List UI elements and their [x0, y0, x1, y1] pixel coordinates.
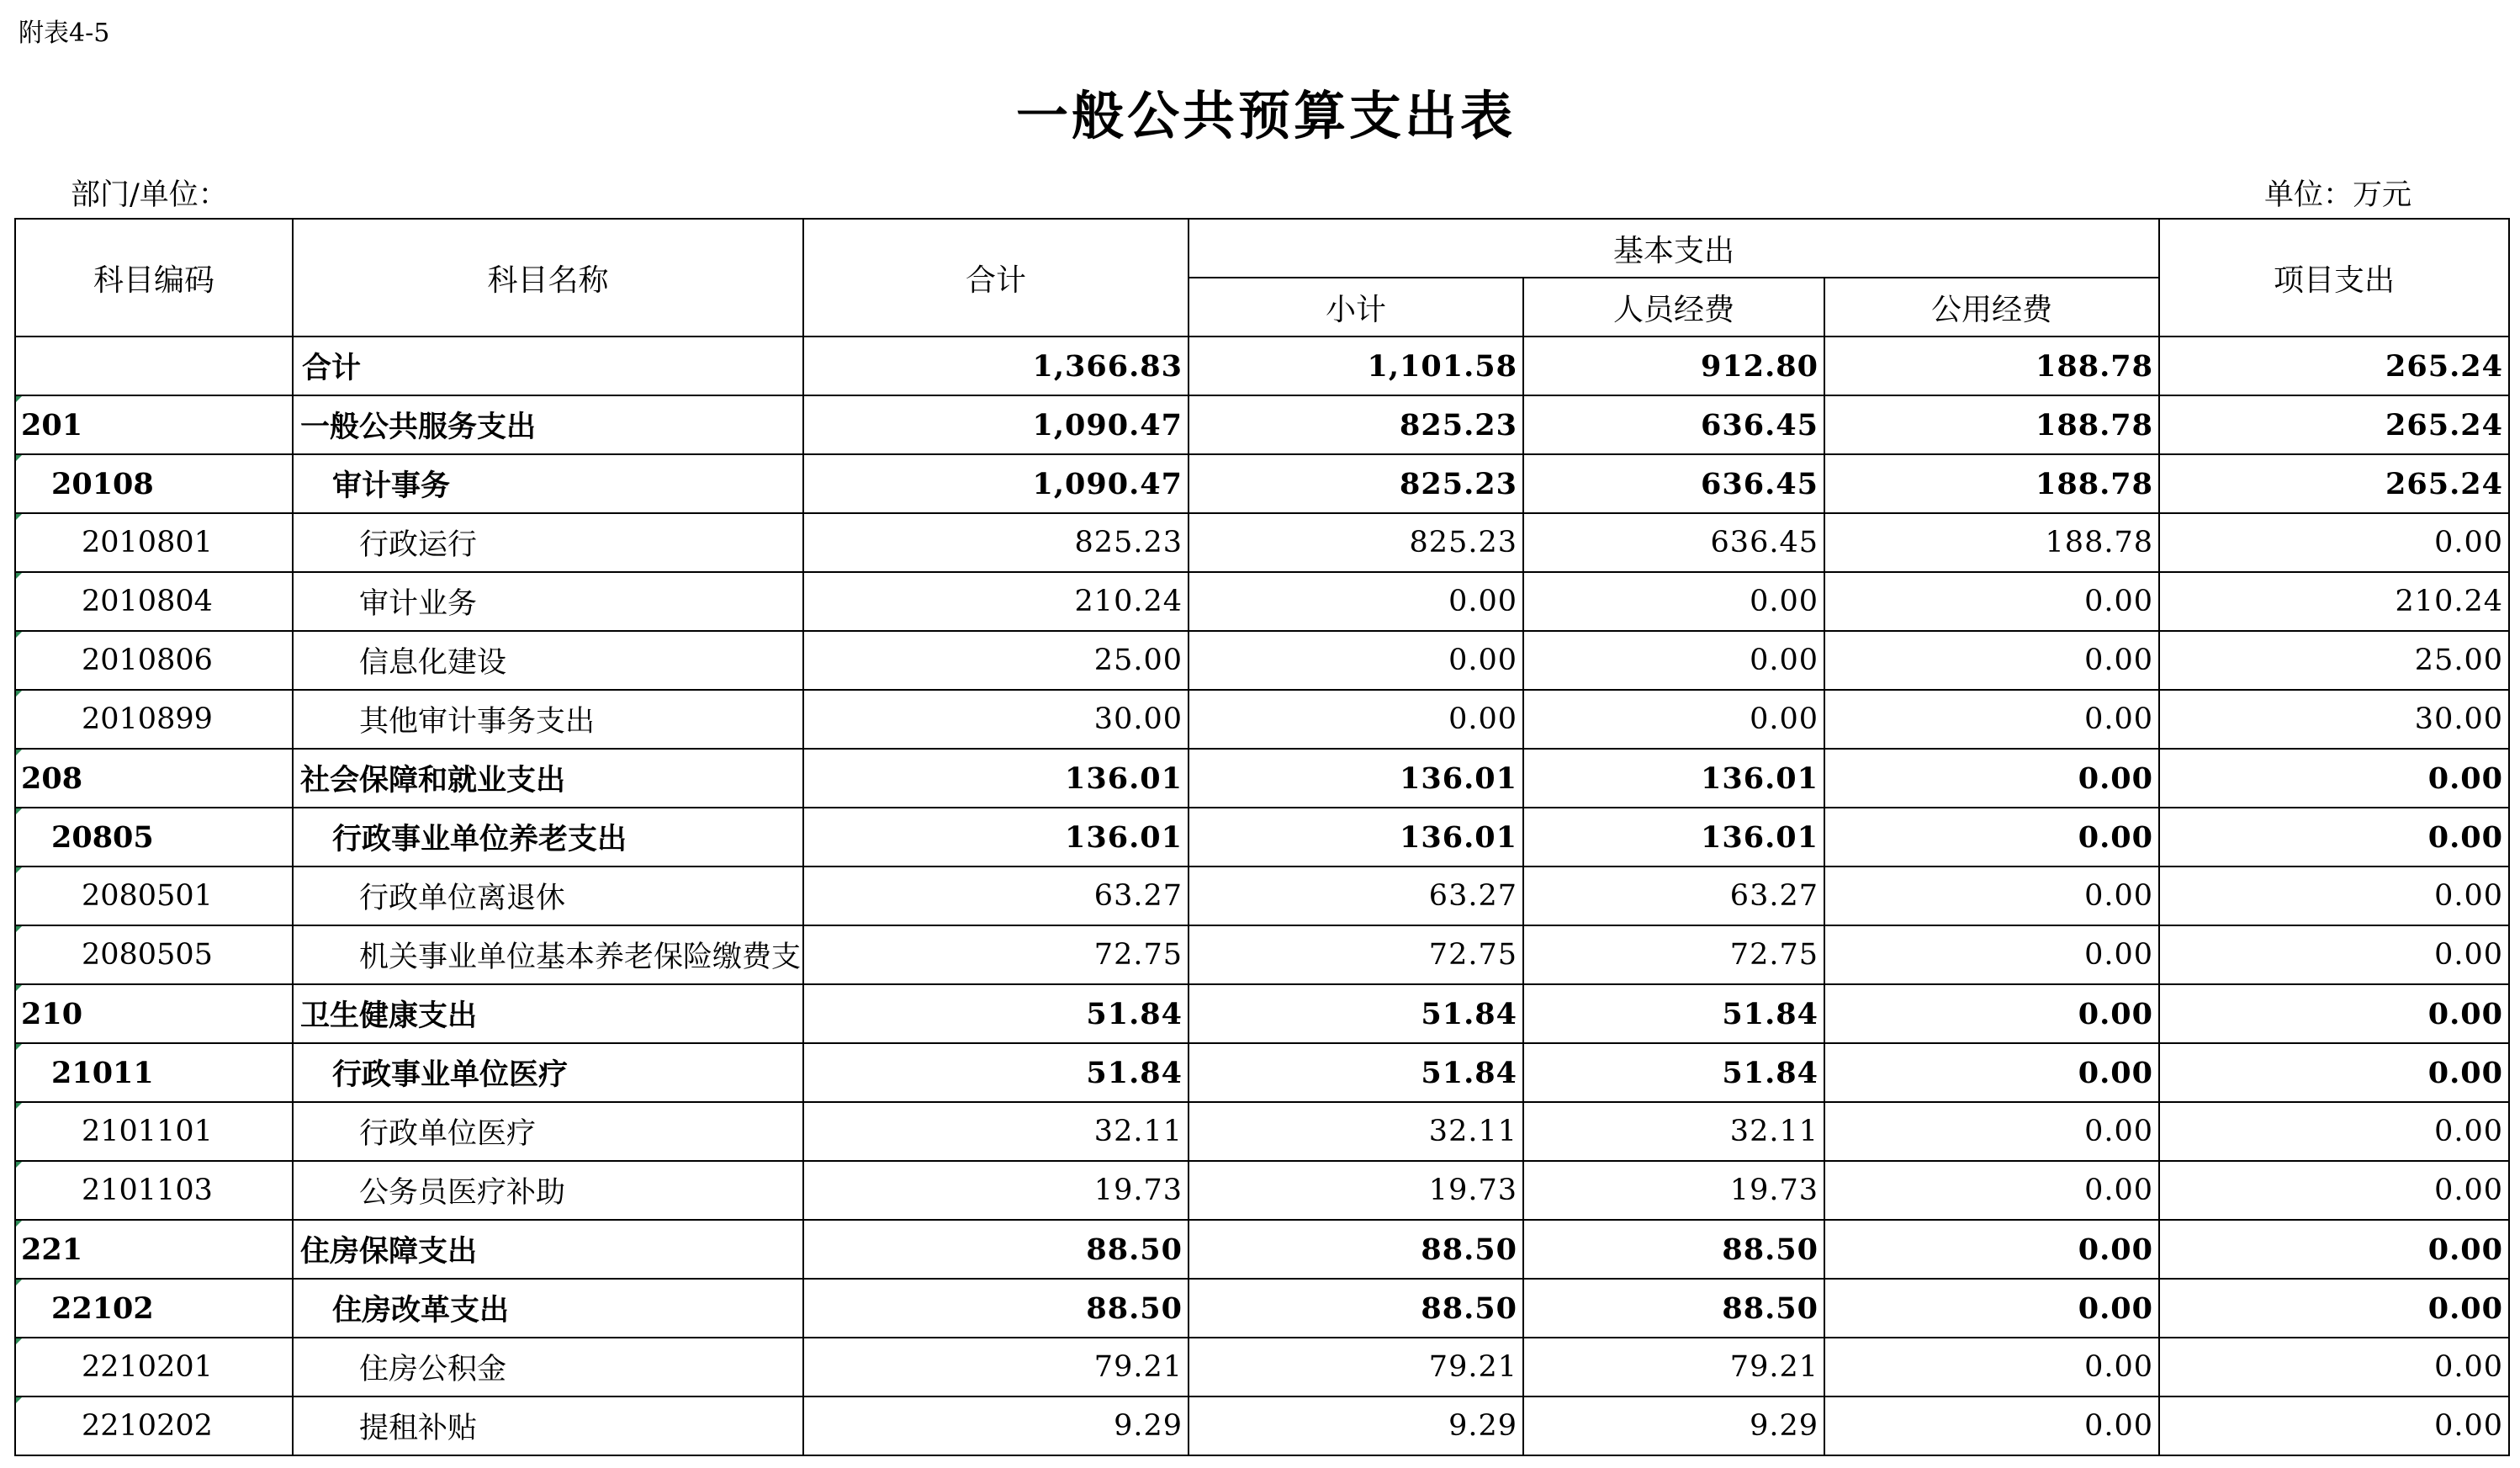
cell-total: 88.50: [803, 1220, 1189, 1279]
cell-project: 0.00: [2159, 1102, 2509, 1161]
cell-total: 63.27: [803, 866, 1189, 925]
cell-public: 0.00: [1824, 1338, 2159, 1396]
cell-total: 1,090.47: [803, 395, 1189, 454]
cell-total: 32.11: [803, 1102, 1189, 1161]
cell-public: 0.00: [1824, 749, 2159, 808]
cell-code: [15, 337, 293, 395]
cell-name: 其他审计事务支出: [293, 690, 803, 749]
cell-project: 30.00: [2159, 690, 2509, 749]
cell-personnel: 32.11: [1523, 1102, 1824, 1161]
header-subtotal: 小计: [1189, 278, 1523, 337]
table-row: [15, 925, 2509, 984]
cell-name: 行政事业单位医疗: [293, 1043, 803, 1102]
cell-public: 0.00: [1824, 1279, 2159, 1338]
table-row: [15, 1102, 2509, 1161]
cell-total: 79.21: [803, 1338, 1189, 1396]
cell-code: 2210202: [15, 1396, 293, 1455]
cell-project: 0.00: [2159, 925, 2509, 984]
cell-name: 社会保障和就业支出: [293, 749, 803, 808]
cell-code: 201: [15, 395, 293, 454]
cell-total: 210.24: [803, 572, 1189, 631]
cell-personnel: 88.50: [1523, 1279, 1824, 1338]
cell-name: 行政运行: [293, 513, 803, 572]
cell-public: 0.00: [1824, 866, 2159, 925]
cell-public: 188.78: [1824, 513, 2159, 572]
cell-public: 188.78: [1824, 337, 2159, 395]
cell-total: 9.29: [803, 1396, 1189, 1455]
cell-public: 188.78: [1824, 395, 2159, 454]
cell-subtotal: 32.11: [1189, 1102, 1523, 1161]
cell-personnel: 0.00: [1523, 631, 1824, 690]
cell-public: 0.00: [1824, 1102, 2159, 1161]
cell-personnel: 912.80: [1523, 337, 1824, 395]
attachment-label: 附表4-5: [19, 19, 110, 48]
budget-table: [14, 218, 2510, 1456]
cell-code: 210: [15, 984, 293, 1043]
table-row: [15, 1279, 2509, 1338]
cell-subtotal: 825.23: [1189, 395, 1523, 454]
cell-project: 0.00: [2159, 749, 2509, 808]
cell-total: 19.73: [803, 1161, 1189, 1220]
table-row: [15, 1338, 2509, 1396]
cell-code: 22102: [15, 1279, 293, 1338]
cell-total: 136.01: [803, 808, 1189, 866]
cell-code: 2080505: [15, 925, 293, 984]
cell-name: 一般公共服务支出: [293, 395, 803, 454]
header-public: 公用经费: [1824, 278, 2159, 337]
cell-subtotal: 9.29: [1189, 1396, 1523, 1455]
cell-personnel: 63.27: [1523, 866, 1824, 925]
cell-name: 行政事业单位养老支出: [293, 808, 803, 866]
cell-project: 0.00: [2159, 1043, 2509, 1102]
cell-total: 72.75: [803, 925, 1189, 984]
cell-subtotal: 72.75: [1189, 925, 1523, 984]
cell-personnel: 136.01: [1523, 808, 1824, 866]
cell-public: 0.00: [1824, 925, 2159, 984]
cell-name: 审计业务: [293, 572, 803, 631]
cell-public: 0.00: [1824, 808, 2159, 866]
cell-public: 0.00: [1824, 1220, 2159, 1279]
cell-public: 0.00: [1824, 1396, 2159, 1455]
table-row: [15, 808, 2509, 866]
table-row: [15, 337, 2509, 395]
table-row: [15, 749, 2509, 808]
cell-project: 265.24: [2159, 395, 2509, 454]
cell-subtotal: 88.50: [1189, 1220, 1523, 1279]
cell-total: 825.23: [803, 513, 1189, 572]
cell-name: 卫生健康支出: [293, 984, 803, 1043]
cell-project: 0.00: [2159, 1338, 2509, 1396]
cell-project: 0.00: [2159, 1279, 2509, 1338]
table-row: [15, 1161, 2509, 1220]
cell-total: 30.00: [803, 690, 1189, 749]
cell-subtotal: 0.00: [1189, 572, 1523, 631]
cell-code: 20805: [15, 808, 293, 866]
table-body: [15, 337, 2509, 1455]
cell-total: 51.84: [803, 984, 1189, 1043]
cell-code: 20108: [15, 454, 293, 513]
header-basic: 基本支出: [1189, 219, 2159, 278]
cell-code: 2010806: [15, 631, 293, 690]
cell-public: 0.00: [1824, 572, 2159, 631]
cell-total: 1,366.83: [803, 337, 1189, 395]
cell-personnel: 136.01: [1523, 749, 1824, 808]
cell-personnel: 51.84: [1523, 1043, 1824, 1102]
cell-project: 0.00: [2159, 984, 2509, 1043]
cell-name: 行政单位医疗: [293, 1102, 803, 1161]
cell-name: 机关事业单位基本养老保险缴费支: [293, 925, 803, 984]
cell-code: 208: [15, 749, 293, 808]
cell-personnel: 636.45: [1523, 513, 1824, 572]
cell-public: 188.78: [1824, 454, 2159, 513]
cell-personnel: 19.73: [1523, 1161, 1824, 1220]
cell-code: 2010804: [15, 572, 293, 631]
cell-name: 提租补贴: [293, 1396, 803, 1455]
cell-code: 2101101: [15, 1102, 293, 1161]
cell-code: 2010801: [15, 513, 293, 572]
cell-total: 1,090.47: [803, 454, 1189, 513]
cell-code: 2210201: [15, 1338, 293, 1396]
cell-subtotal: 19.73: [1189, 1161, 1523, 1220]
header-code: 科目编码: [15, 219, 293, 337]
cell-subtotal: 136.01: [1189, 808, 1523, 866]
cell-subtotal: 0.00: [1189, 690, 1523, 749]
cell-public: 0.00: [1824, 1161, 2159, 1220]
cell-personnel: 636.45: [1523, 395, 1824, 454]
header-personnel: 人员经费: [1523, 278, 1824, 337]
cell-total: 136.01: [803, 749, 1189, 808]
cell-subtotal: 88.50: [1189, 1279, 1523, 1338]
cell-personnel: 0.00: [1523, 572, 1824, 631]
cell-code: 2010899: [15, 690, 293, 749]
cell-public: 0.00: [1824, 984, 2159, 1043]
department-label: 部门/单位：: [71, 178, 228, 212]
cell-subtotal: 79.21: [1189, 1338, 1523, 1396]
table-row: [15, 1043, 2509, 1102]
cell-personnel: 0.00: [1523, 690, 1824, 749]
cell-personnel: 79.21: [1523, 1338, 1824, 1396]
cell-name: 住房改革支出: [293, 1279, 803, 1338]
cell-name: 信息化建设: [293, 631, 803, 690]
header-total: 合计: [803, 219, 1189, 337]
table-row: [15, 454, 2509, 513]
cell-project: 265.24: [2159, 454, 2509, 513]
table-row: [15, 866, 2509, 925]
cell-project: 0.00: [2159, 1396, 2509, 1455]
cell-name: 住房公积金: [293, 1338, 803, 1396]
cell-code: 2080501: [15, 866, 293, 925]
table-row: [15, 1220, 2509, 1279]
table-row: [15, 631, 2509, 690]
cell-public: 0.00: [1824, 1043, 2159, 1102]
cell-subtotal: 51.84: [1189, 984, 1523, 1043]
cell-project: 0.00: [2159, 513, 2509, 572]
unit-label: 单位：万元: [2264, 178, 2412, 212]
cell-project: 0.00: [2159, 866, 2509, 925]
cell-project: 0.00: [2159, 808, 2509, 866]
cell-project: 210.24: [2159, 572, 2509, 631]
cell-name: 公务员医疗补助: [293, 1161, 803, 1220]
table-row: [15, 513, 2509, 572]
cell-public: 0.00: [1824, 631, 2159, 690]
cell-project: 25.00: [2159, 631, 2509, 690]
cell-project: 0.00: [2159, 1220, 2509, 1279]
cell-personnel: 9.29: [1523, 1396, 1824, 1455]
cell-name: 行政单位离退休: [293, 866, 803, 925]
table-row: [15, 572, 2509, 631]
table-row: [15, 395, 2509, 454]
table-row: [15, 690, 2509, 749]
cell-total: 88.50: [803, 1279, 1189, 1338]
cell-name: 审计事务: [293, 454, 803, 513]
header-name: 科目名称: [293, 219, 803, 337]
cell-public: 0.00: [1824, 690, 2159, 749]
cell-project: 0.00: [2159, 1161, 2509, 1220]
cell-total: 51.84: [803, 1043, 1189, 1102]
cell-subtotal: 825.23: [1189, 454, 1523, 513]
cell-subtotal: 63.27: [1189, 866, 1523, 925]
cell-subtotal: 825.23: [1189, 513, 1523, 572]
cell-personnel: 88.50: [1523, 1220, 1824, 1279]
cell-total: 25.00: [803, 631, 1189, 690]
header-project: 项目支出: [2159, 219, 2509, 337]
cell-personnel: 636.45: [1523, 454, 1824, 513]
cell-project: 265.24: [2159, 337, 2509, 395]
cell-name: 合计: [293, 337, 803, 395]
cell-personnel: 72.75: [1523, 925, 1824, 984]
cell-name: 住房保障支出: [293, 1220, 803, 1279]
page-title: 一般公共预算支出表: [1015, 85, 1516, 146]
table-row: [15, 1396, 2509, 1455]
cell-subtotal: 51.84: [1189, 1043, 1523, 1102]
cell-subtotal: 1,101.58: [1189, 337, 1523, 395]
cell-subtotal: 0.00: [1189, 631, 1523, 690]
cell-subtotal: 136.01: [1189, 749, 1523, 808]
cell-code: 21011: [15, 1043, 293, 1102]
cell-code: 221: [15, 1220, 293, 1279]
cell-code: 2101103: [15, 1161, 293, 1220]
table-row: [15, 984, 2509, 1043]
cell-personnel: 51.84: [1523, 984, 1824, 1043]
